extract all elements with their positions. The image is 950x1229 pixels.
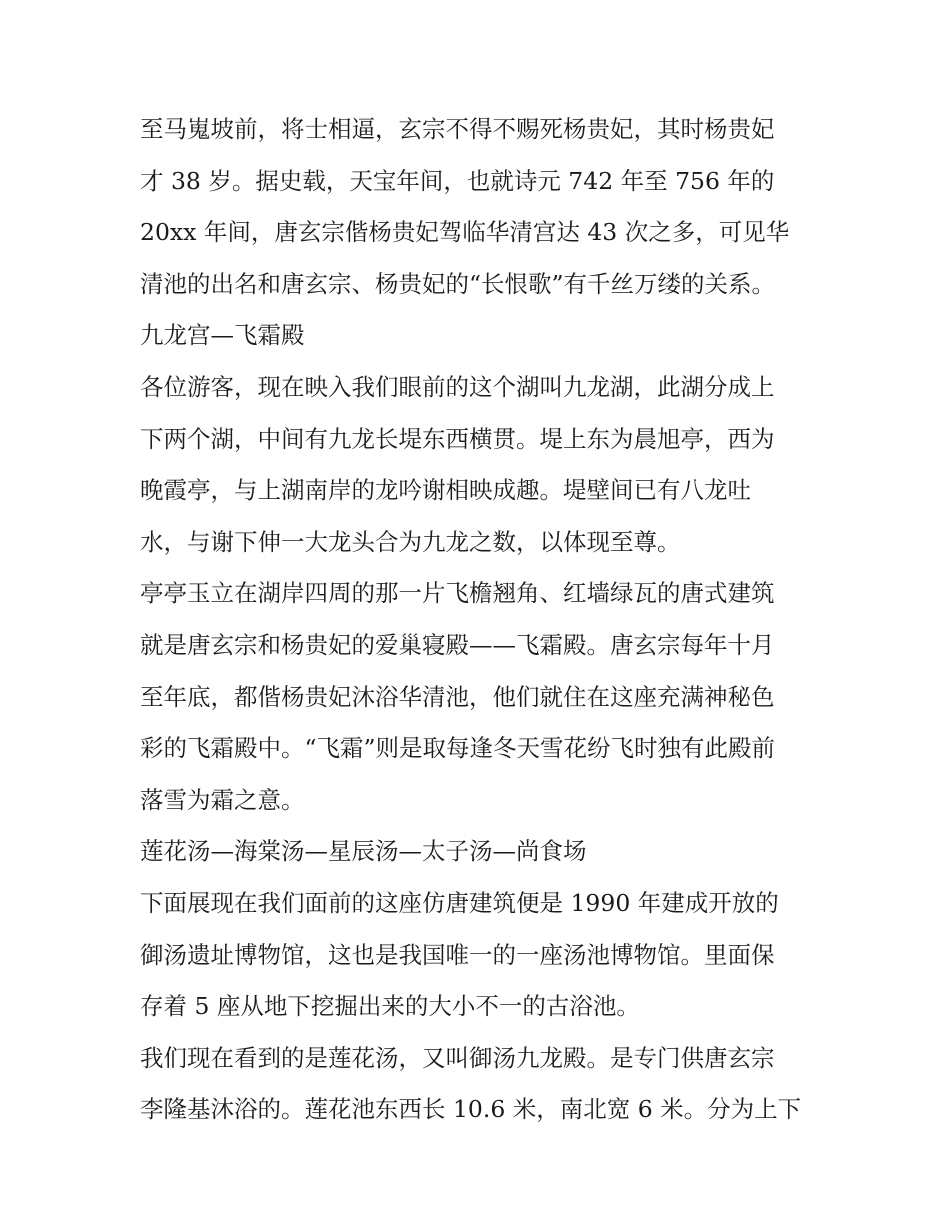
section-heading: 九龙宫—飞霜殿 bbox=[140, 321, 305, 350]
text-line: 就是唐玄宗和杨贵妃的爱巢寝殿——飞霜殿。唐玄宗每年十月 bbox=[140, 630, 775, 659]
text-line: 才 38 岁。据史载，天宝年间，也就诗元 742 年至 756 年的 bbox=[140, 166, 775, 195]
text-line: 御汤遗址博物馆，这也是我国唯一的一座汤池博物馆。里面保 bbox=[140, 940, 775, 969]
text-line: 下两个湖，中间有九龙长堤东西横贯。堤上东为晨旭亭，西为 bbox=[140, 424, 775, 453]
text-line: 彩的飞霜殿中。“飞霜”则是取每逢冬天雪花纷飞时独有此殿前 bbox=[140, 734, 776, 763]
text-line: 至马嵬坡前，将士相逼，玄宗不得不赐死杨贵妃，其时杨贵妃 bbox=[140, 115, 775, 143]
text-line: 亭亭玉立在湖岸四周的那一片飞檐翘角、红墙绿瓦的唐式建筑 bbox=[140, 579, 775, 608]
document-body bbox=[140, 104, 820, 1136]
text-line: 李隆基沐浴的。莲花池东西长 10.6 米，南北宽 6 米。分为上下 bbox=[140, 1095, 802, 1124]
text-line: 20xx 年间，唐玄宗偕杨贵妃驾临华清宫达 43 次之多，可见华 bbox=[140, 218, 790, 247]
section-heading: 莲花汤—海棠汤—星辰汤—太子汤—尚食场 bbox=[140, 837, 587, 866]
text-line: 存着 5 座从地下挖掘出来的大小不一的古浴池。 bbox=[140, 992, 640, 1021]
text-line: 至年底，都偕杨贵妃沐浴华清池，他们就住在这座充满神秘色 bbox=[140, 682, 775, 711]
text-line: 下面展现在我们面前的这座仿唐建筑便是 1990 年建成开放的 bbox=[140, 888, 779, 917]
text-line: 清池的出名和唐玄宗、杨贵妃的“长恨歌”有千丝万缕的关系。 bbox=[140, 269, 776, 298]
text-line: 晚霞亭，与上湖南岸的龙吟谢相映成趣。堤壁间已有八龙吐 bbox=[140, 476, 751, 505]
text-line: 落雪为霜之意。 bbox=[140, 785, 305, 814]
text-line: 水，与谢下伸一大龙头合为九龙之数，以体现至尊。 bbox=[140, 527, 681, 556]
text-line: 我们现在看到的是莲花汤，又叫御汤九龙殿。是专门供唐玄宗 bbox=[140, 1043, 775, 1072]
text-line: 各位游客，现在映入我们眼前的这个湖叫九龙湖，此湖分成上 bbox=[140, 372, 775, 401]
